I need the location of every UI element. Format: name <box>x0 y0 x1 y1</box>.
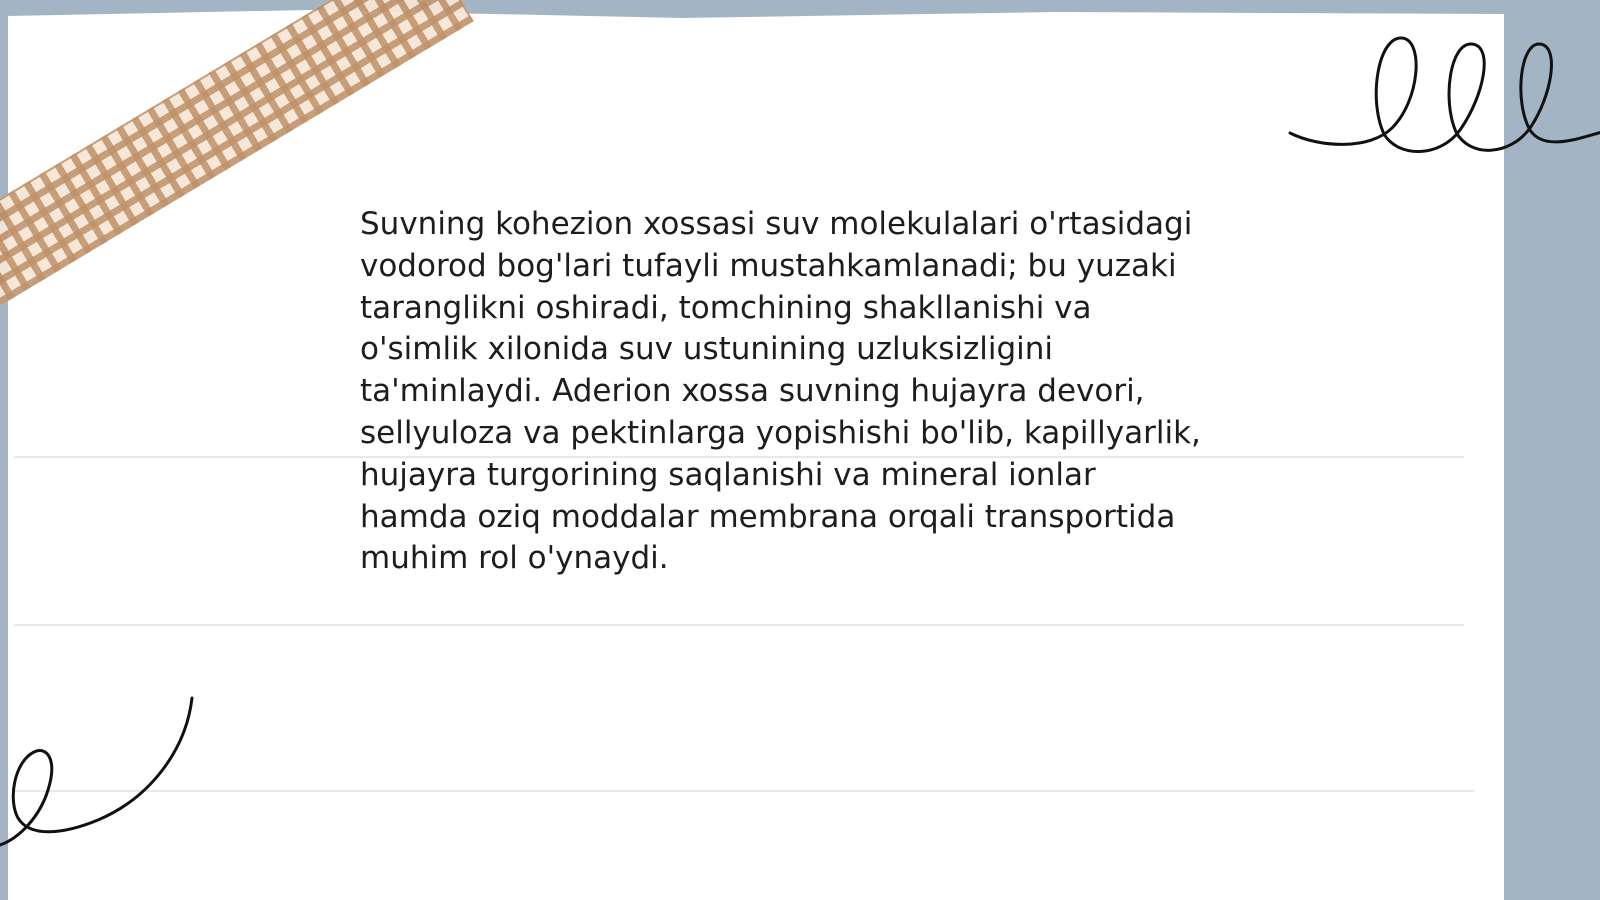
body-text: Suvning kohezion xossasi suv molekulalari o'rtasidagi vodorod bog'lari tufayli mustahkamlanadi; bu yuzaki taranglikni oshiradi, tomchining shakllanishi va o'simlik xilonida suv ustunining uzluksizligini ta'minlaydi. Aderion xossa suvning hujayra devori, sellyuloza va pektinlarga yopishishi bo'lib, kapillyarlik, hujayra turgorining saqlanishi va mineral ionlar hamda oziq moddalar membrana orqali transportida muhim rol o'ynaydi. <box>360 206 1201 577</box>
paper-rule-line <box>14 624 1464 626</box>
paper-rule-line <box>14 790 1474 792</box>
loop-doodle-top-right <box>1290 30 1600 170</box>
loop-doodle-bottom-left <box>0 690 200 850</box>
